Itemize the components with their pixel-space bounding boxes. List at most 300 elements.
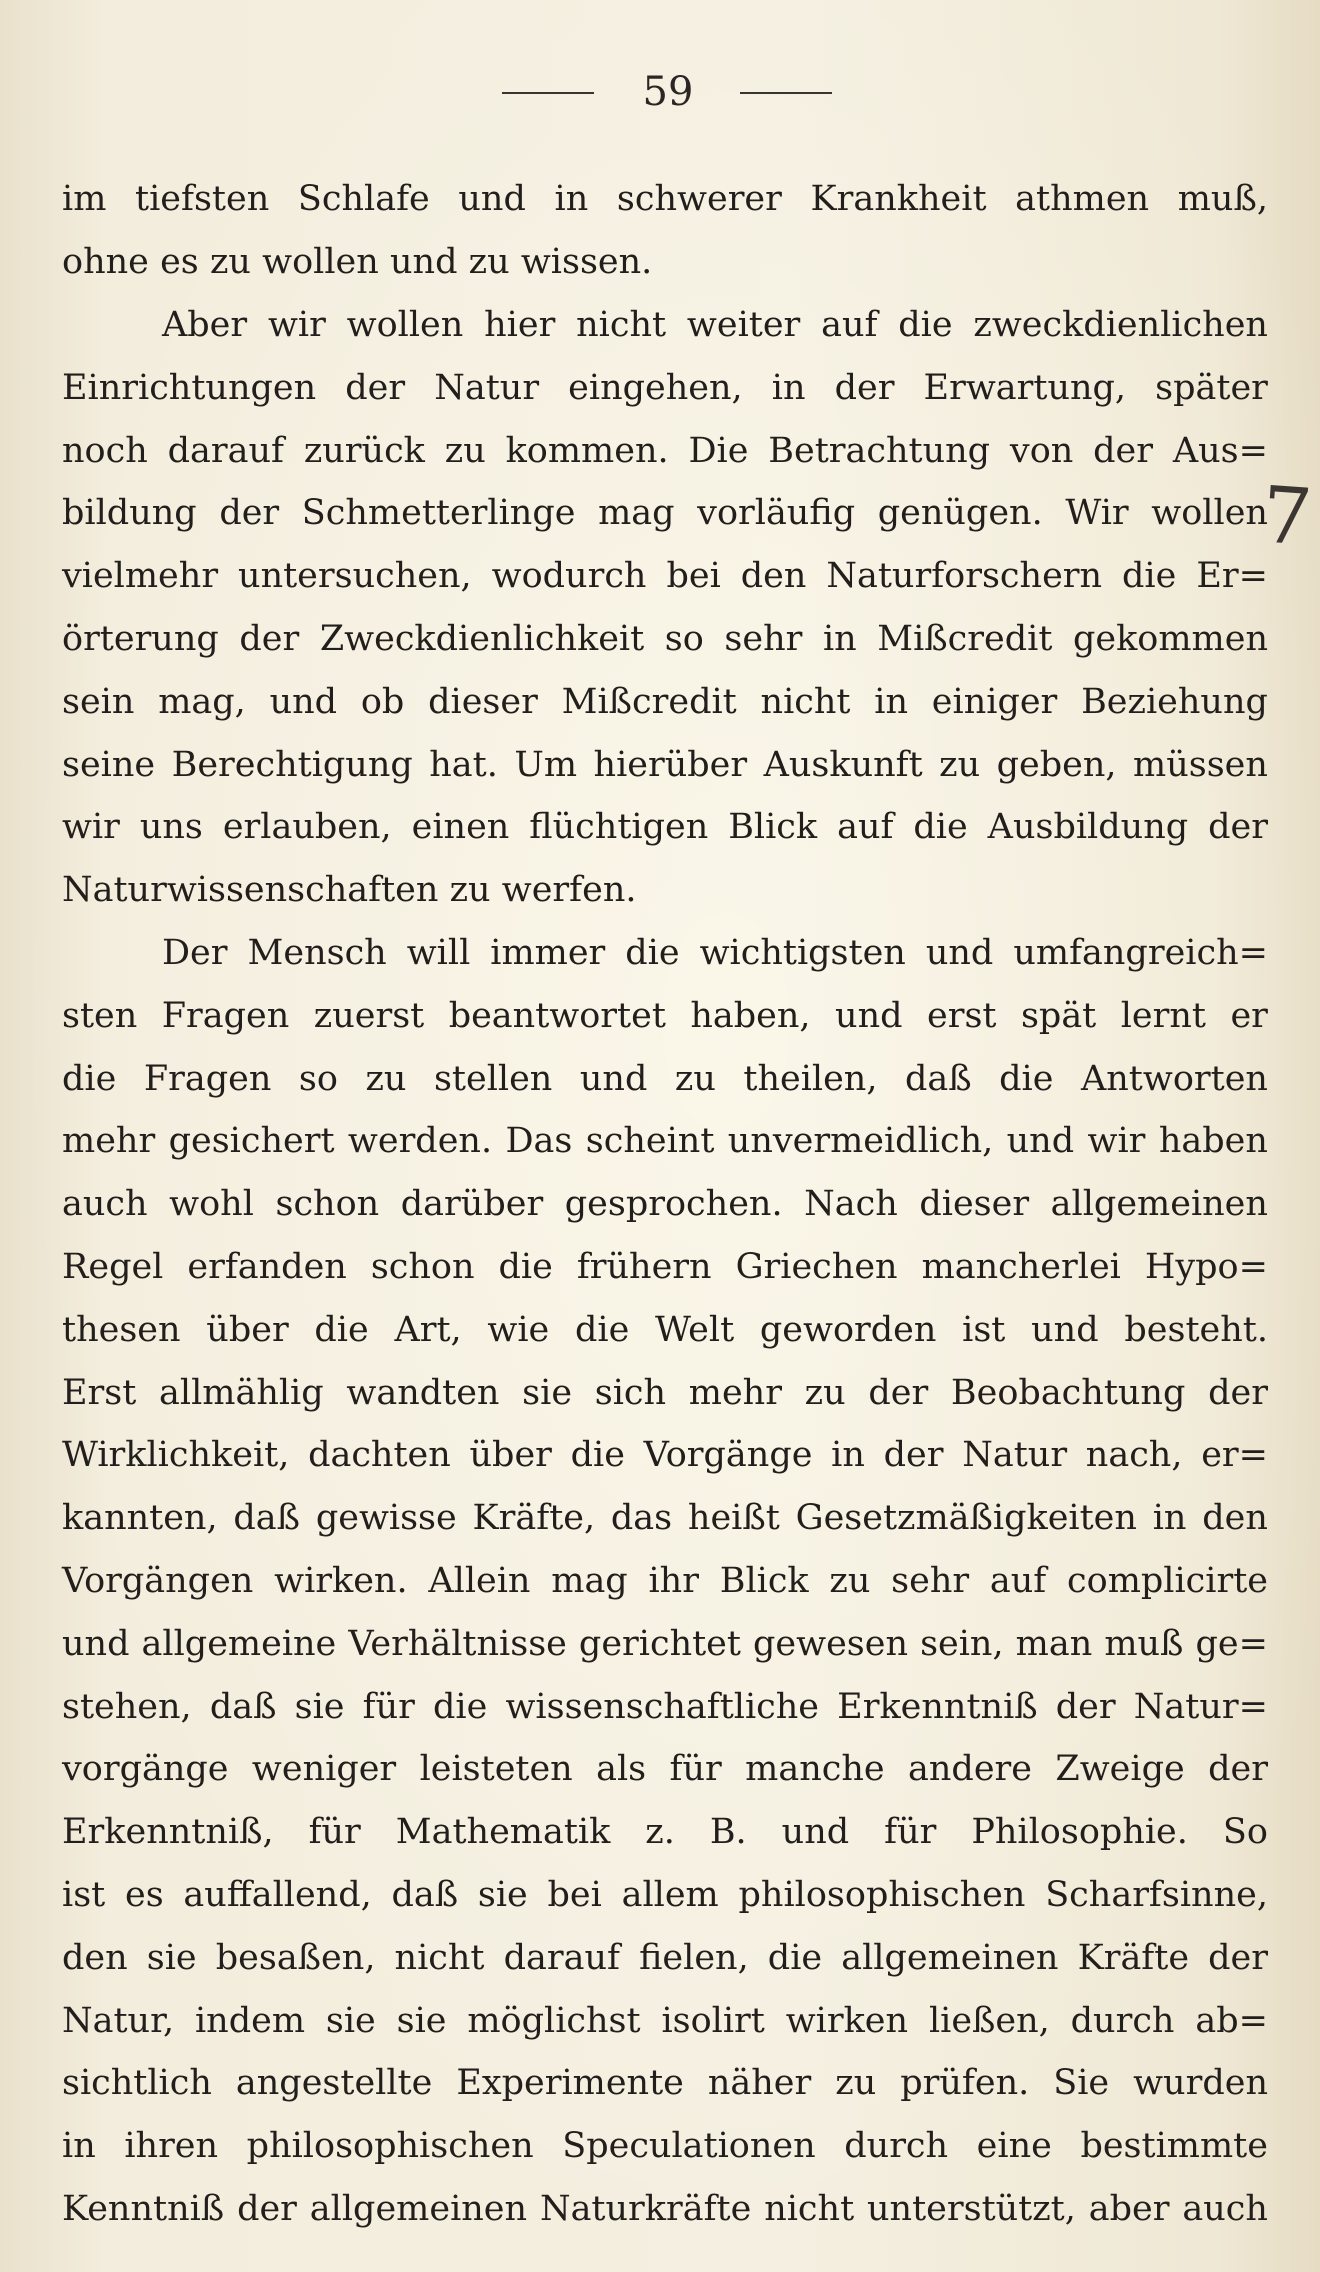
- word: aber: [1088, 2188, 1170, 2229]
- word: den: [740, 556, 807, 597]
- word: Er=: [1196, 556, 1268, 597]
- word: zweckdienlichen: [973, 304, 1268, 345]
- word: sie: [294, 1686, 345, 1727]
- word: daß: [391, 1874, 459, 1915]
- word: Speculationen: [562, 2126, 816, 2167]
- word: Hypo=: [1144, 1246, 1268, 1287]
- word: sie: [477, 1874, 528, 1915]
- word: unvermeidlich,: [727, 1121, 994, 1162]
- word: mag: [598, 493, 675, 534]
- word: Scharfsinne,: [1045, 1874, 1268, 1915]
- word: angestellte: [235, 2063, 433, 2104]
- word: der: [239, 618, 300, 659]
- word: andere: [908, 1749, 1032, 1790]
- word: Erwartung,: [923, 367, 1127, 408]
- word: Das: [505, 1121, 573, 1162]
- word: der: [1208, 807, 1268, 848]
- word: daß: [233, 1498, 301, 1539]
- handwritten-margin-note: 7: [1258, 470, 1315, 564]
- word: seine: [62, 744, 156, 785]
- word: nicht: [394, 1937, 485, 1978]
- word: ist: [962, 1309, 1006, 1350]
- word: vielmehr: [62, 556, 219, 597]
- word: die: [898, 304, 953, 345]
- word: sehr: [724, 618, 803, 659]
- word: allgemeine: [141, 1623, 337, 1664]
- word: kommen.: [505, 430, 669, 471]
- word: Die: [688, 430, 749, 471]
- text-line: [62, 922, 1268, 985]
- text-line: [62, 2115, 1268, 2178]
- word: in: [831, 1435, 865, 1476]
- word: gesprochen.: [564, 1184, 783, 1225]
- word: wie: [487, 1309, 550, 1350]
- word: dieser: [428, 681, 538, 722]
- word: ist: [62, 1874, 106, 1915]
- word: Einrichtungen: [62, 367, 317, 408]
- word: Erkenntniß: [837, 1686, 1038, 1727]
- word: Vorgängen: [62, 1560, 254, 1601]
- word: besaßen,: [215, 1937, 376, 1978]
- word: er: [1230, 995, 1268, 1036]
- word: in: [1152, 1498, 1187, 1539]
- text-line: [62, 608, 1268, 671]
- word: Fragen: [161, 995, 290, 1036]
- word: mehr: [62, 1121, 156, 1162]
- word: beantwortet: [448, 995, 666, 1036]
- word: durch: [844, 2126, 949, 2167]
- word: bildung: [62, 493, 197, 534]
- word: sichtlich: [62, 2063, 212, 2104]
- word: flüchtigen: [529, 807, 709, 848]
- word: ließen,: [928, 2000, 1050, 2041]
- word: sehr: [891, 1560, 970, 1601]
- word: genügen.: [877, 493, 1043, 534]
- word: stehen,: [62, 1686, 192, 1727]
- text-line: [62, 1361, 1268, 1424]
- word: geben,: [996, 744, 1117, 785]
- word: wissenschaftliche: [505, 1686, 820, 1727]
- word: und: [269, 681, 338, 722]
- word: z.: [645, 1812, 675, 1853]
- word: werden.: [347, 1121, 493, 1162]
- word: Kenntniß: [62, 2188, 225, 2229]
- word: nach,: [1085, 1435, 1183, 1476]
- word: möglichst: [467, 2000, 641, 2041]
- word: es: [124, 1874, 164, 1915]
- text-line: [62, 1864, 1268, 1927]
- word: Nach: [804, 1184, 898, 1225]
- word: haben: [1158, 1121, 1268, 1162]
- word: allem: [621, 1874, 719, 1915]
- word: sie: [325, 2000, 376, 2041]
- text-line: [62, 1298, 1268, 1361]
- word: Regel: [62, 1246, 164, 1287]
- word: So: [1222, 1812, 1268, 1853]
- word: im: [62, 179, 107, 220]
- word: gewesen: [753, 1623, 909, 1664]
- word: wodurch: [491, 556, 647, 597]
- word: zu: [674, 1058, 716, 1099]
- word: Schlafe: [297, 179, 430, 220]
- word: Zweckdienlichkeit: [319, 618, 645, 659]
- word: vorläufig: [697, 493, 856, 534]
- word: Mensch: [247, 932, 387, 973]
- text-line: [62, 1550, 1268, 1613]
- header-rule-left: [502, 92, 594, 94]
- word: sie: [146, 1937, 197, 1978]
- word: philosophischen: [246, 2126, 534, 2167]
- word: Wir: [1065, 493, 1129, 534]
- text-line: [62, 1675, 1268, 1738]
- word: dachten: [308, 1435, 451, 1476]
- text-line: [62, 294, 1268, 357]
- word: und: [62, 1623, 130, 1664]
- word: darauf: [167, 430, 284, 471]
- word: das: [610, 1498, 673, 1539]
- word: Antworten: [1080, 1058, 1268, 1099]
- word: mag: [551, 1560, 628, 1601]
- word: bei: [547, 1874, 602, 1915]
- word: von: [1009, 430, 1074, 471]
- word: Allein: [428, 1560, 531, 1601]
- word: hat.: [429, 744, 498, 785]
- word: weiter: [686, 304, 801, 345]
- word: wandten: [346, 1372, 500, 1413]
- word: dieser: [919, 1184, 1030, 1225]
- word: Fragen: [143, 1058, 272, 1099]
- word: Blick: [728, 807, 818, 848]
- word: in: [822, 618, 857, 659]
- word: Aber: [162, 304, 248, 345]
- page-number: 59: [642, 69, 694, 115]
- word: für: [362, 1686, 415, 1727]
- word: ob: [360, 681, 405, 722]
- word: wir: [1087, 1121, 1146, 1162]
- word: über: [469, 1435, 552, 1476]
- word: ab=: [1195, 2000, 1268, 2041]
- text-line: [62, 2052, 1268, 2115]
- word: Art,: [394, 1309, 462, 1350]
- word: zu: [468, 242, 510, 283]
- word: nicht: [576, 304, 667, 345]
- word: will: [406, 932, 471, 973]
- word: geworden: [759, 1309, 937, 1350]
- word: wir: [267, 304, 326, 345]
- word: isolirt: [661, 2000, 765, 2041]
- word: die: [999, 1058, 1054, 1099]
- text-line: [62, 1738, 1268, 1801]
- word: vorgänge: [62, 1749, 229, 1790]
- word: Der: [162, 932, 228, 973]
- word: wollen: [346, 304, 464, 345]
- word: schon: [370, 1246, 475, 1287]
- text-line: [62, 733, 1268, 796]
- word: den: [62, 1937, 128, 1978]
- word: und: [781, 1812, 850, 1853]
- word: die: [433, 1686, 488, 1727]
- word: fielen,: [639, 1937, 749, 1978]
- body-text: [62, 168, 1268, 2240]
- text-line: [62, 1236, 1268, 1299]
- word: der: [883, 1435, 944, 1476]
- word: so: [664, 618, 704, 659]
- word: örterung: [62, 618, 219, 659]
- word: nicht: [760, 681, 851, 722]
- header-rule-right: [740, 92, 832, 94]
- word: durch: [1070, 2000, 1175, 2041]
- word: und: [1006, 1121, 1075, 1162]
- word: ihr: [648, 1560, 699, 1601]
- word: der: [219, 493, 280, 534]
- word: Mathematik: [395, 1812, 611, 1853]
- word: haben,: [690, 995, 811, 1036]
- word: später: [1155, 367, 1268, 408]
- word: Natur: [962, 1435, 1068, 1476]
- word: schwerer: [616, 179, 782, 220]
- word: mag,: [158, 681, 246, 722]
- word: zu: [835, 2063, 877, 2104]
- text-line: [62, 356, 1268, 419]
- word: wirken.: [274, 1560, 408, 1601]
- word: besteht.: [1124, 1309, 1268, 1350]
- word: athmen: [1015, 179, 1150, 220]
- word: allmählig: [159, 1372, 324, 1413]
- text-line: [62, 231, 1268, 294]
- word: sten: [62, 995, 138, 1036]
- text-line: [62, 1989, 1268, 2052]
- word: muß: [1104, 1623, 1184, 1664]
- word: die: [625, 932, 680, 973]
- word: weniger: [251, 1749, 397, 1790]
- word: umfangreich=: [1013, 932, 1268, 973]
- word: auch: [62, 1184, 148, 1225]
- word: schon: [275, 1184, 380, 1225]
- word: der: [868, 1372, 929, 1413]
- text-line: [62, 859, 1268, 922]
- word: den: [1202, 1498, 1268, 1539]
- word: Mißcredit: [877, 618, 1053, 659]
- word: Aus=: [1172, 430, 1268, 471]
- word: und: [835, 995, 903, 1036]
- word: erfanden: [187, 1246, 347, 1287]
- word: Mißcredit: [561, 681, 737, 722]
- word: darauf: [503, 1937, 620, 1978]
- word: es: [160, 242, 199, 283]
- word: in: [554, 179, 589, 220]
- word: die: [767, 1937, 823, 1978]
- word: sein,: [920, 1623, 1004, 1664]
- word: er=: [1201, 1435, 1268, 1476]
- word: Beobachtung: [950, 1372, 1186, 1413]
- word: noch: [62, 430, 148, 471]
- word: uns: [139, 807, 203, 848]
- word: und: [389, 242, 458, 283]
- word: unterstützt,: [867, 2188, 1076, 2229]
- text-line: [62, 545, 1268, 608]
- word: allgemeinen: [841, 1937, 1059, 1978]
- word: zu: [449, 870, 491, 911]
- word: und: [925, 932, 994, 973]
- word: Berechtigung: [171, 744, 413, 785]
- page-header: [0, 62, 1320, 122]
- word: scheint: [585, 1121, 715, 1162]
- word: wohl: [169, 1184, 254, 1225]
- word: zu: [804, 1372, 846, 1413]
- word: als: [596, 1749, 647, 1790]
- word: muß,: [1177, 179, 1268, 220]
- word: zu: [444, 430, 486, 471]
- word: der: [834, 367, 895, 408]
- word: sein: [62, 681, 135, 722]
- word: sich: [594, 1372, 667, 1413]
- word: Kräfte,: [472, 1498, 596, 1539]
- word: Natur: [434, 367, 540, 408]
- word: gewisse: [315, 1498, 457, 1539]
- word: stellen: [433, 1058, 553, 1099]
- word: Erst: [62, 1372, 137, 1413]
- word: Natur,: [62, 2000, 175, 2041]
- word: complicirte: [1067, 1560, 1268, 1601]
- word: allgemeinen: [1050, 1184, 1268, 1225]
- word: hier: [484, 304, 556, 345]
- word: ge=: [1195, 1623, 1268, 1664]
- word: so: [298, 1058, 338, 1099]
- word: einiger: [931, 681, 1058, 722]
- text-line: [62, 1926, 1268, 1989]
- word: zuerst: [313, 995, 425, 1036]
- word: gesichert: [168, 1121, 335, 1162]
- word: Zweige: [1055, 1749, 1185, 1790]
- word: der: [1208, 1937, 1268, 1978]
- word: lernt: [1120, 995, 1206, 1036]
- word: erlauben,: [222, 807, 392, 848]
- word: der: [237, 2188, 297, 2229]
- word: Welt: [655, 1309, 735, 1350]
- word: über: [206, 1309, 289, 1350]
- word: zu: [209, 242, 251, 283]
- word: thesen: [62, 1309, 181, 1350]
- text-line: [62, 482, 1268, 545]
- word: und: [1031, 1309, 1099, 1350]
- word: Verhältnisse: [348, 1623, 567, 1664]
- word: wurden: [1133, 2063, 1268, 2104]
- word: eine: [976, 2126, 1052, 2167]
- word: Philosophie.: [971, 1812, 1188, 1853]
- word: wollen: [1151, 493, 1268, 534]
- word: Krankheit: [810, 179, 987, 220]
- word: und: [458, 179, 526, 220]
- text-line: [62, 984, 1268, 1047]
- text-line: [62, 1424, 1268, 1487]
- text-line: [62, 2178, 1268, 2241]
- word: bei: [666, 556, 721, 597]
- word: indem: [194, 2000, 306, 2041]
- word: daß: [904, 1058, 972, 1099]
- word: sie: [396, 2000, 447, 2041]
- text-line: [62, 168, 1268, 231]
- word: gerichtet: [578, 1623, 741, 1664]
- word: hierüber: [593, 744, 748, 785]
- word: die: [1122, 556, 1177, 597]
- word: allgemeinen: [309, 2188, 528, 2229]
- word: Schmetterlinge: [301, 493, 576, 534]
- word: Beziehung: [1081, 681, 1268, 722]
- word: leisteten: [419, 1749, 573, 1790]
- word: auch: [1182, 2188, 1268, 2229]
- word: der: [1093, 430, 1154, 471]
- word: daß: [209, 1686, 277, 1727]
- word: die: [498, 1246, 553, 1287]
- word: zu: [829, 1560, 871, 1601]
- word: einen: [411, 807, 510, 848]
- word: wir: [62, 807, 120, 848]
- word: man: [1015, 1623, 1093, 1664]
- word: erst: [927, 995, 997, 1036]
- text-line: [62, 1047, 1268, 1110]
- word: nicht: [764, 2188, 855, 2229]
- word: Blick: [719, 1560, 809, 1601]
- text-line: [62, 1487, 1268, 1550]
- text-line: [62, 670, 1268, 733]
- word: auf: [989, 1560, 1047, 1601]
- word: gekommen: [1072, 618, 1268, 659]
- word: B.: [709, 1812, 747, 1853]
- word: für: [884, 1812, 937, 1853]
- word: darüber: [400, 1184, 544, 1225]
- word: Naturforschern: [826, 556, 1103, 597]
- word: Sie: [1053, 2063, 1110, 2104]
- text-line: [62, 1612, 1268, 1675]
- word: die: [575, 1309, 630, 1350]
- word: untersuchen,: [238, 556, 472, 597]
- word: frühern: [576, 1246, 712, 1287]
- word: Experimente: [456, 2063, 684, 2104]
- word: ihren: [124, 2126, 219, 2167]
- word: Naturwissenschaften: [62, 870, 439, 911]
- word: Griechen: [735, 1246, 898, 1287]
- word: theilen,: [743, 1058, 878, 1099]
- word: die: [62, 1058, 117, 1099]
- word: mehr: [688, 1372, 782, 1413]
- word: die: [314, 1309, 369, 1350]
- word: Natur=: [1133, 1686, 1268, 1727]
- word: wissen.: [520, 242, 653, 283]
- word: Auskunft: [763, 744, 923, 785]
- word: spät: [1020, 995, 1097, 1036]
- word: zurück: [303, 430, 425, 471]
- word: Betrachtung: [768, 430, 991, 471]
- text-line: [62, 1173, 1268, 1236]
- word: zu: [939, 744, 981, 785]
- word: eingehen,: [568, 367, 743, 408]
- text-line: [62, 419, 1268, 482]
- word: näher: [707, 2063, 812, 2104]
- text-line: [62, 1110, 1268, 1173]
- word: auf: [821, 304, 878, 345]
- word: der: [1055, 1686, 1116, 1727]
- word: für: [308, 1812, 361, 1853]
- word: philosophischen: [738, 1874, 1026, 1915]
- word: Wirklichkeit,: [62, 1435, 290, 1476]
- word: der: [1208, 1749, 1268, 1790]
- word: für: [669, 1749, 722, 1790]
- word: bestimmte: [1080, 2126, 1268, 2167]
- text-line: [62, 796, 1268, 859]
- word: und: [579, 1058, 648, 1099]
- word: mancherlei: [921, 1246, 1121, 1287]
- word: müssen: [1133, 744, 1268, 785]
